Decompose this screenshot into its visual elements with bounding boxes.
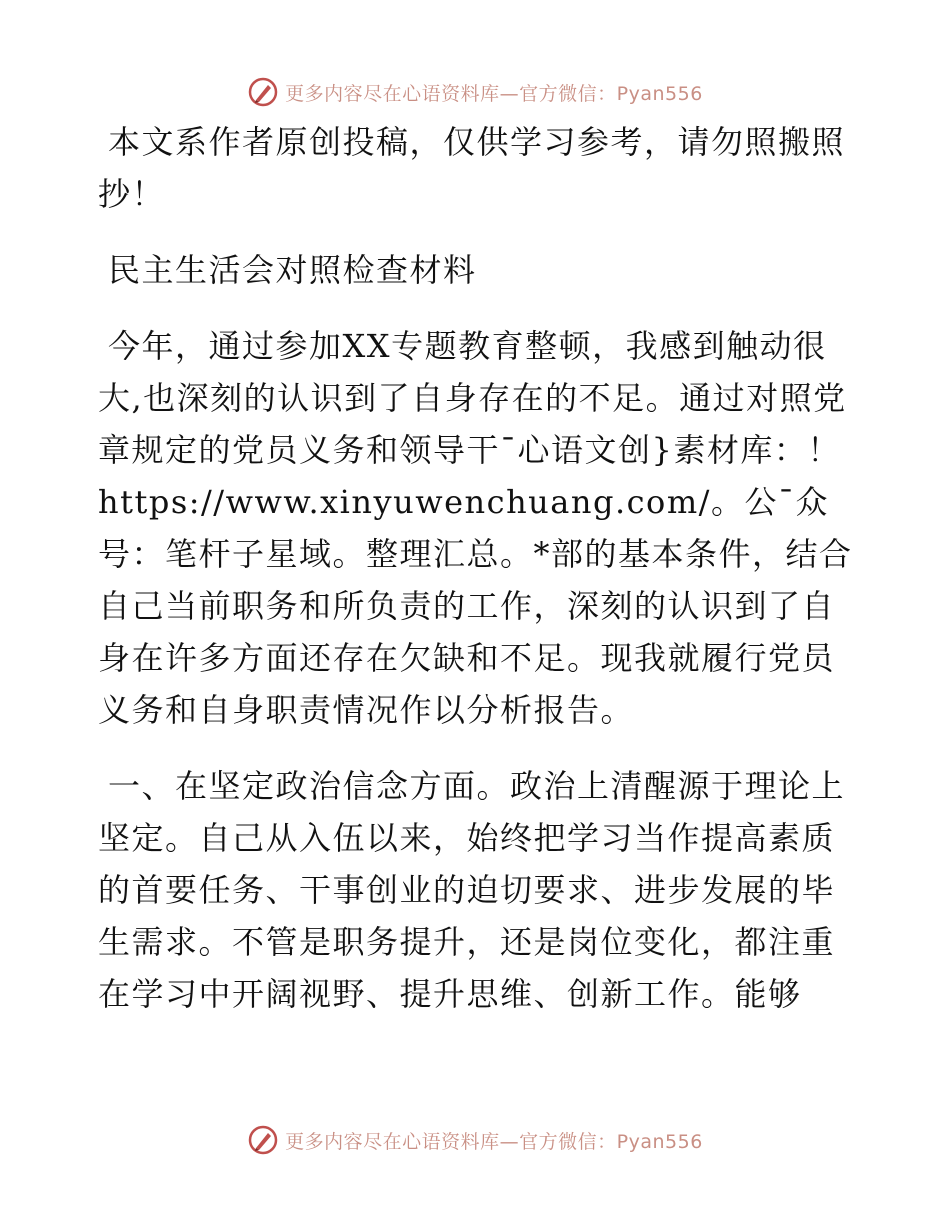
paragraph-intro: 今年，通过参加XX专题教育整顿，我感到触动很大,也深刻的认识到了自身存在的不足。通过对照党章规定的党员义务和领导干¯心语文创}素材库：！https://www.xinyuwenchuang.com/。公¯众号：笔杆子星域。整理汇总。*部的基本条件，结合自己当前职务和所负责的工作，深刻的认识到了自身在许多方面还存在欠缺和不足。现我就履行党员义务和自身职责情况作以分析报告。 — [98, 327, 853, 729]
document-title: 民主生活会对照检查材料 — [108, 251, 477, 289]
header-watermark — [0, 72, 950, 112]
footer-watermark-text: 更多内容尽在心语资料库—官方微信：Pyan556 — [285, 1130, 703, 1153]
paragraph-section-one: 一、在坚定政治信念方面。政治上清醒源于理论上坚定。自己从入伍以来，始终把学习当作提高素质的首要任务、干事创业的迫切要求、进步发展的毕生需求。不管是职务提升，还是岗位变化，都注重在学习中开阔视野、提升思维、创新工作。能够 — [98, 767, 846, 1013]
footer-watermark — [0, 1120, 950, 1160]
pen-circle-logo-icon — [247, 76, 279, 108]
pen-circle-logo-icon — [247, 1124, 279, 1156]
document-body — [98, 116, 858, 1044]
header-watermark-text: 更多内容尽在心语资料库—官方微信：Pyan556 — [285, 82, 703, 105]
copyright-notice: 本文系作者原创投稿，仅供学习参考，请勿照搬照抄！ — [98, 123, 846, 213]
